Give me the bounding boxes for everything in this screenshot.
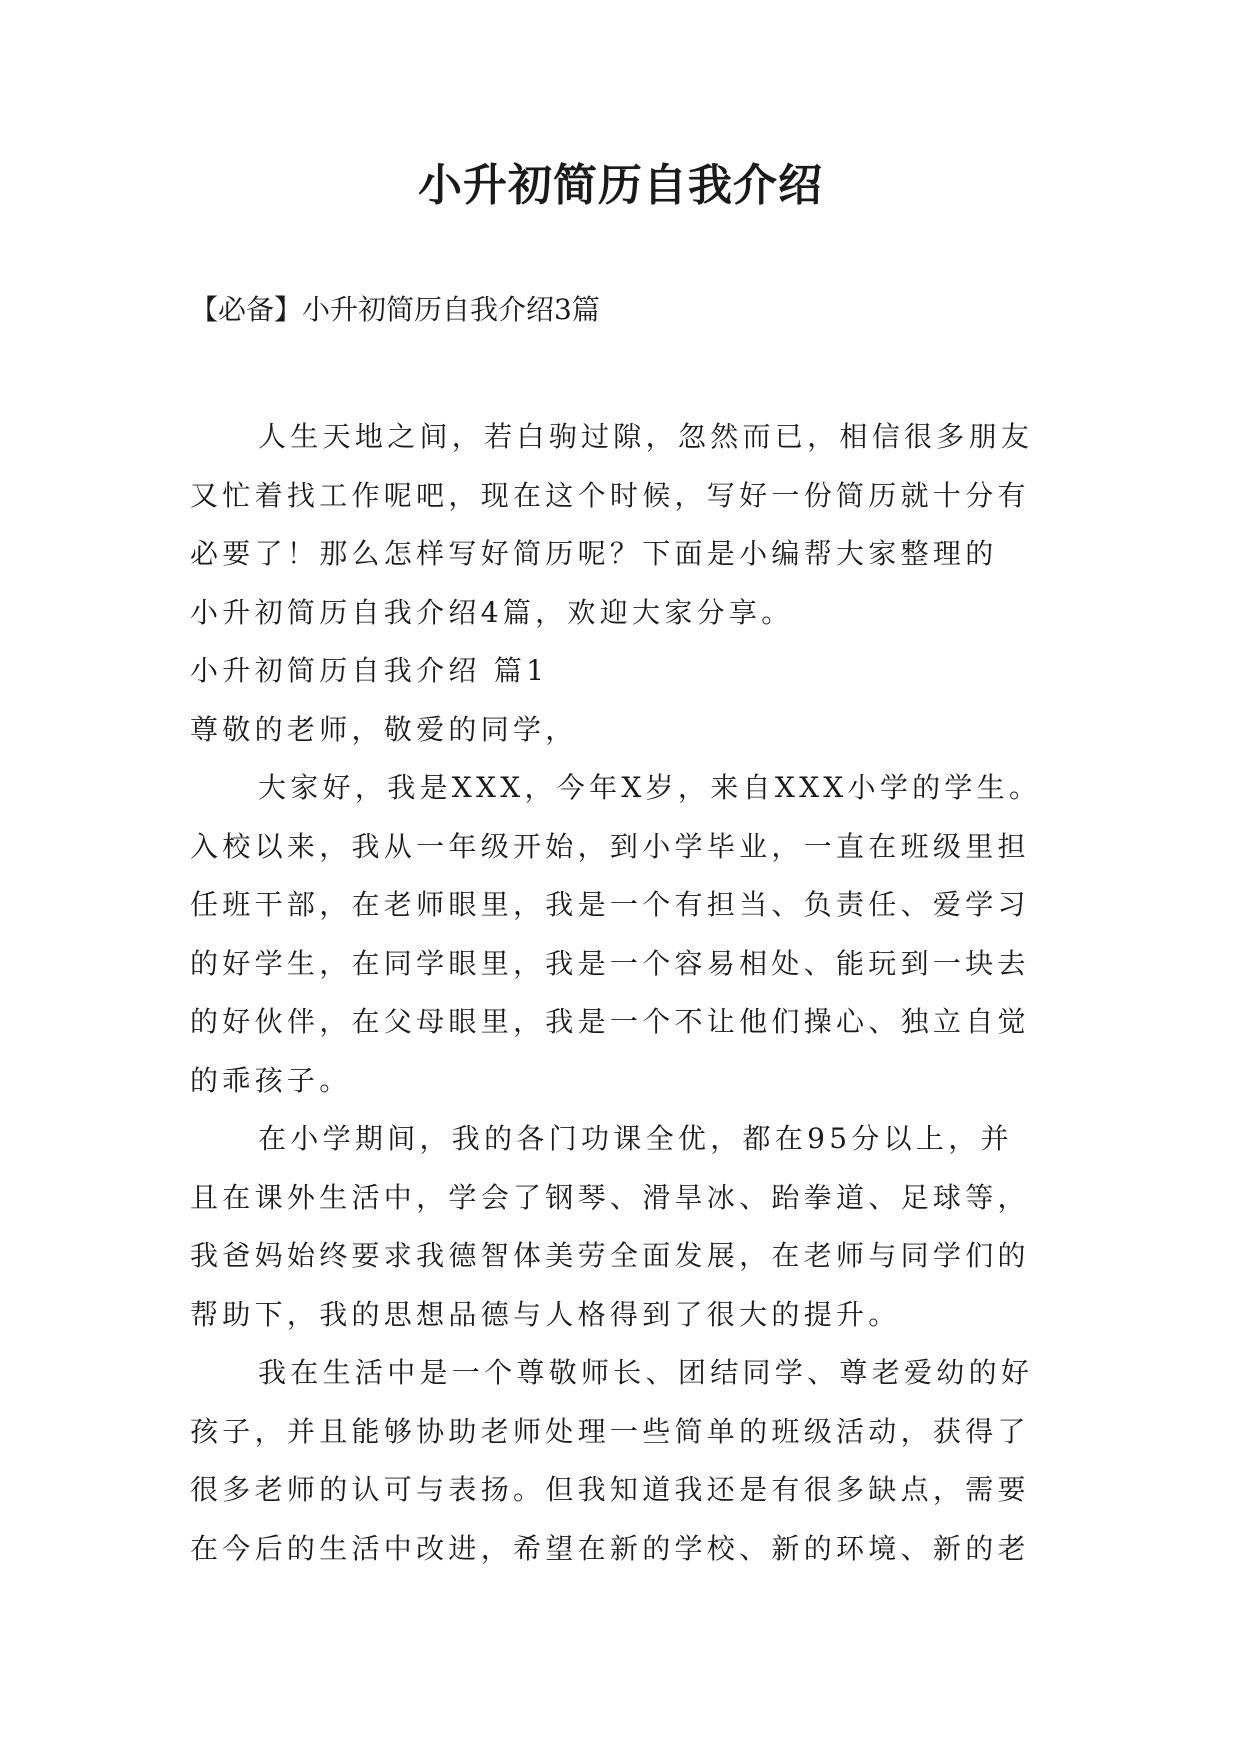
document-title: 小升初简历自我介绍 bbox=[418, 160, 823, 211]
document-subtitle: 【必备】小升初简历自我介绍3篇 bbox=[190, 293, 600, 326]
document-body bbox=[190, 408, 1070, 1578]
body-line: 我在生活中是一个尊敬师长、团结同学、尊老爱幼的好 bbox=[258, 1356, 1034, 1389]
body-line: 小升初简历自我介绍4篇，欢迎大家分享。 bbox=[190, 595, 794, 629]
body-line: 的好伙伴，在父母眼里，我是一个不让他们操心、独立自觉 bbox=[190, 1005, 1030, 1038]
body-line: 我爸妈始终要求我德智体美劳全面发展，在老师与同学们的 bbox=[190, 1239, 1030, 1272]
body-line: 很多老师的认可与表扬。但我知道我还是有很多缺点，需要 bbox=[190, 1473, 1030, 1506]
body-line: 的乖孩子。 bbox=[190, 1063, 352, 1097]
body-line: 的好学生，在同学眼里，我是一个容易相处、能玩到一块去 bbox=[190, 946, 1030, 980]
body-line: 小升初简历自我介绍 篇1 bbox=[190, 654, 549, 687]
body-line: 必要了！那么怎样写好简历呢？下面是小编帮大家整理的 bbox=[190, 537, 998, 570]
body-line: 人生天地之间，若白驹过隙，忽然而已，相信很多朋友 bbox=[258, 420, 1034, 453]
body-line: 入校以来，我从一年级开始，到小学毕业，一直在班级里担 bbox=[190, 829, 1030, 863]
body-line: 大家好，我是XXX，今年X岁，来自XXX小学的学生。 bbox=[258, 771, 1042, 804]
body-line: 尊敬的老师，敬爱的同学， bbox=[190, 712, 578, 746]
body-line: 帮助下，我的思想品德与人格得到了很大的提升。 bbox=[190, 1297, 901, 1331]
body-line: 任班干部，在老师眼里，我是一个有担当、负责任、爱学习 bbox=[190, 888, 1030, 921]
body-line: 且在课外生活中，学会了钢琴、滑旱冰、跆拳道、足球等， bbox=[190, 1180, 1030, 1214]
body-line: 在今后的生活中改进，希望在新的学校、新的环境、新的老 bbox=[190, 1531, 1030, 1565]
body-line: 又忙着找工作呢吧，现在这个时候，写好一份简历就十分有 bbox=[190, 478, 1030, 512]
body-line: 孩子，并且能够协助老师处理一些简单的班级活动，获得了 bbox=[190, 1414, 1030, 1448]
body-line: 在小学期间，我的各门功课全优，都在95分以上，并 bbox=[258, 1122, 1013, 1155]
